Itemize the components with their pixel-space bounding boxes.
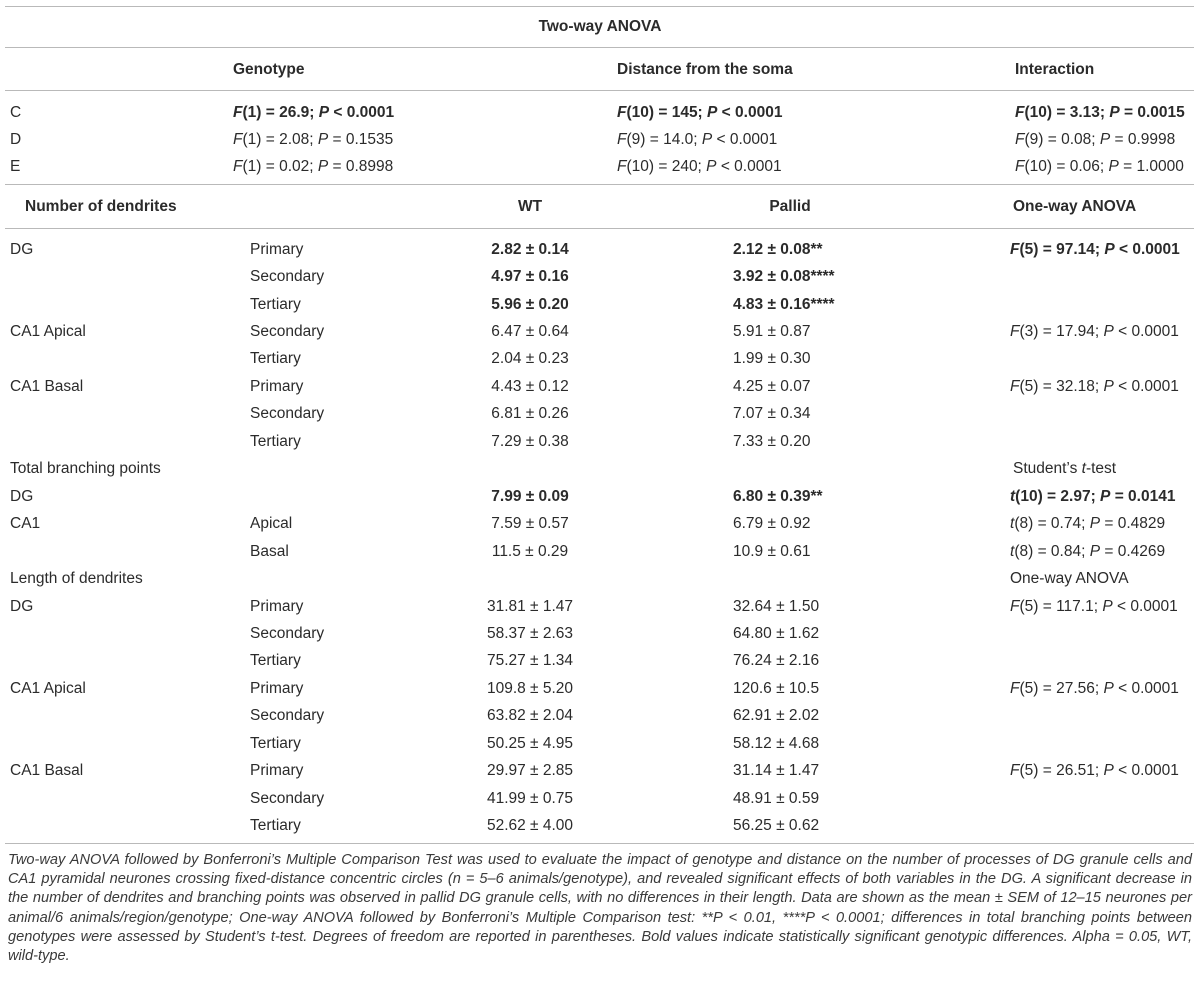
stat-part: (10) = 240; bbox=[626, 158, 707, 175]
stat-part: = 0.4829 bbox=[1100, 515, 1166, 532]
stat-part: F bbox=[1015, 104, 1025, 121]
header-distance: Distance from the soma bbox=[617, 61, 793, 78]
stat-part: (1) = 26.9; bbox=[242, 104, 319, 121]
stat-part: P bbox=[1103, 680, 1114, 697]
wt-value: 63.82 ± 2.04 bbox=[486, 707, 574, 724]
distance-stat bbox=[617, 103, 782, 123]
stat-part: = 0.9998 bbox=[1110, 131, 1176, 148]
stat-part: < 0.0001 bbox=[1114, 241, 1180, 258]
twoway-row-label: C bbox=[10, 104, 22, 121]
stat-part: = 0.4269 bbox=[1100, 543, 1166, 560]
row-subtype: Primary bbox=[250, 378, 304, 395]
row-subtype: Basal bbox=[250, 543, 289, 560]
stat-part: F bbox=[1015, 158, 1025, 175]
row-subtype: Tertiary bbox=[250, 652, 301, 669]
stat-part: = 0.1535 bbox=[328, 131, 394, 148]
title-rule bbox=[5, 47, 1194, 48]
wt-value: 4.97 ± 0.16 bbox=[491, 268, 569, 285]
pallid-value: 31.14 ± 1.47 bbox=[733, 762, 820, 779]
stat-part: F bbox=[617, 158, 627, 175]
pallid-value: 76.24 ± 2.16 bbox=[733, 652, 820, 669]
row-subtype: Apical bbox=[250, 515, 293, 532]
stat-part: F bbox=[1010, 598, 1020, 615]
pallid-value: 48.91 ± 0.59 bbox=[733, 790, 820, 807]
pallid-value: 10.9 ± 0.61 bbox=[733, 543, 811, 560]
stat-part: (5) = 117.1; bbox=[1019, 598, 1103, 615]
section-rule bbox=[5, 184, 1194, 185]
stat-part: P bbox=[1103, 762, 1114, 779]
row-region: DG bbox=[10, 598, 34, 615]
stat-part: t bbox=[1010, 488, 1016, 505]
stat-value bbox=[1010, 487, 1175, 507]
stat-part: (8) = 0.74; bbox=[1014, 515, 1090, 532]
row-subtype: Secondary bbox=[250, 790, 325, 807]
stat-value bbox=[1010, 597, 1178, 617]
row-region: CA1 bbox=[10, 515, 41, 532]
wt-value: 4.43 ± 0.12 bbox=[491, 378, 569, 395]
wt-value: 58.37 ± 2.63 bbox=[486, 625, 574, 642]
stat-part: P bbox=[706, 158, 717, 175]
header-oneway-anova: One-way ANOVA bbox=[1013, 198, 1137, 215]
row-subtype: Primary bbox=[250, 762, 304, 779]
row-subtype: Secondary bbox=[250, 323, 325, 340]
stat-part: < 0.0001 bbox=[717, 104, 783, 121]
header-genotype: Genotype bbox=[233, 61, 305, 78]
wt-value: 7.59 ± 0.57 bbox=[491, 515, 569, 532]
stat-part: P bbox=[1103, 323, 1114, 340]
stat-value bbox=[1010, 542, 1165, 562]
interaction-stat bbox=[1015, 157, 1184, 177]
genotype-stat bbox=[233, 130, 393, 150]
stat-part: (10) = 3.13; bbox=[1024, 104, 1110, 121]
row-region: CA1 Basal bbox=[10, 762, 84, 779]
stat-part: (1) = 2.08; bbox=[242, 131, 318, 148]
stat-part: F bbox=[1010, 323, 1020, 340]
stat-part: F bbox=[1015, 131, 1025, 148]
wt-value: 6.81 ± 0.26 bbox=[491, 405, 569, 422]
twoway-row-label: E bbox=[10, 158, 21, 175]
stat-part: (3) = 17.94; bbox=[1019, 323, 1104, 340]
stat-part: (5) = 27.56; bbox=[1019, 680, 1104, 697]
wt-value: 2.82 ± 0.14 bbox=[491, 241, 569, 258]
stat-part: P bbox=[1109, 104, 1120, 121]
stat-part: P bbox=[701, 131, 713, 148]
row-subtype: Tertiary bbox=[250, 433, 301, 450]
row-region: DG bbox=[10, 488, 34, 505]
wt-value: 7.29 ± 0.38 bbox=[491, 433, 569, 450]
row-subtype: Tertiary bbox=[250, 350, 301, 367]
row-subtype: Secondary bbox=[250, 405, 325, 422]
stat-part: (10) = 2.97; bbox=[1015, 488, 1101, 505]
stat-value bbox=[1010, 679, 1179, 699]
pallid-value: 120.6 ± 10.5 bbox=[733, 680, 820, 697]
header-number-of-dendrites: Number of dendrites bbox=[25, 198, 177, 215]
stat-value bbox=[1010, 322, 1179, 342]
stat-part: P bbox=[1108, 158, 1119, 175]
stat-part: (5) = 26.51; bbox=[1019, 762, 1104, 779]
pallid-value: 56.25 ± 0.62 bbox=[733, 817, 820, 834]
dendrites-header-rule bbox=[5, 228, 1194, 229]
stat-part: P bbox=[1089, 515, 1101, 532]
length-test-label: One-way ANOVA bbox=[1010, 570, 1129, 587]
wt-value: 75.27 ± 1.34 bbox=[486, 652, 574, 669]
interaction-stat bbox=[1015, 130, 1175, 150]
table-title: Two-way ANOVA bbox=[538, 18, 662, 35]
stat-part: = 0.0015 bbox=[1119, 104, 1185, 121]
stat-value bbox=[1010, 377, 1179, 397]
wt-value: 11.5 ± 0.29 bbox=[491, 543, 569, 560]
top-rule bbox=[5, 6, 1194, 7]
header-rule bbox=[5, 90, 1194, 91]
interaction-stat bbox=[1015, 103, 1185, 123]
stat-part: P bbox=[317, 158, 329, 175]
students-t-test-label: Student’s t-test bbox=[1013, 460, 1117, 477]
stat-part: (9) = 0.08; bbox=[1024, 131, 1100, 148]
row-region: CA1 Basal bbox=[10, 378, 84, 395]
wt-value: 5.96 ± 0.20 bbox=[491, 296, 569, 313]
stat-part: F bbox=[1010, 241, 1020, 258]
header-interaction: Interaction bbox=[1015, 61, 1095, 78]
pallid-value: 7.33 ± 0.20 bbox=[733, 433, 811, 450]
stat-part: (5) = 32.18; bbox=[1019, 378, 1104, 395]
stat-part: (5) = 97.14; bbox=[1019, 241, 1105, 258]
wt-value: 6.47 ± 0.64 bbox=[491, 323, 569, 340]
row-subtype: Tertiary bbox=[250, 735, 301, 752]
stat-part: = 0.0141 bbox=[1110, 488, 1176, 505]
wt-value: 52.62 ± 4.00 bbox=[486, 817, 574, 834]
length-section-label: Length of dendrites bbox=[10, 570, 143, 587]
row-subtype: Primary bbox=[250, 241, 304, 258]
stat-part: P bbox=[1103, 378, 1114, 395]
pallid-value: 6.79 ± 0.92 bbox=[733, 515, 811, 532]
stat-part: (9) = 14.0; bbox=[626, 131, 702, 148]
row-region: DG bbox=[10, 241, 34, 258]
row-subtype: Tertiary bbox=[250, 296, 301, 313]
stat-part: (10) = 0.06; bbox=[1024, 158, 1109, 175]
stat-part: P bbox=[1099, 131, 1111, 148]
pallid-value: 4.25 ± 0.07 bbox=[733, 378, 811, 395]
row-subtype: Primary bbox=[250, 680, 304, 697]
stat-part: P bbox=[707, 104, 718, 121]
table-footnote: Two-way ANOVA followed by Bonferroni’s Multiple Comparison Test was used to evaluate the impact of genotype and distance on the number of processes of DG granule cells and CA1 pyramidal neurones crossing fixed-distance concentric circles (n = 5–6 animals/genotype), and revealed significant effects of both variables in the DG. A significant decrease in the number of dendrites and branching points was observed in pallid DG granule cells, with no differences in their length. Data are shown as the mean ± SEM of 12–15 neurones per animal/6 animals/region/genotype; One-way ANOVA followed by Bonferroni’s Multiple Comparison test: **P < 0.01, ****P < 0.0001; differences in total branching points between genotypes were assessed by Student’s t-test. Degrees of freedom are reported in parentheses. Bold values indicate statistically significant genotypic differences. Alpha = 0.05, WT, wild-type. bbox=[8, 852, 1192, 965]
row-region: CA1 Apical bbox=[10, 323, 86, 340]
stat-part: F bbox=[1010, 762, 1020, 779]
row-subtype: Secondary bbox=[250, 625, 325, 642]
distance-stat bbox=[617, 157, 782, 177]
row-subtype: Secondary bbox=[250, 268, 325, 285]
stat-part: < 0.0001 bbox=[1113, 378, 1179, 395]
stat-part: P bbox=[317, 131, 329, 148]
stat-part: F bbox=[1010, 378, 1020, 395]
stat-part: F bbox=[233, 131, 243, 148]
wt-value: 109.8 ± 5.20 bbox=[486, 680, 574, 697]
row-subtype: Primary bbox=[250, 598, 304, 615]
bottom-rule bbox=[5, 843, 1194, 844]
stat-part: P bbox=[1100, 488, 1111, 505]
stat-part: = 1.0000 bbox=[1118, 158, 1184, 175]
row-region: CA1 Apical bbox=[10, 680, 86, 697]
distance-stat bbox=[617, 130, 777, 150]
stat-part: (1) = 0.02; bbox=[242, 158, 318, 175]
stat-part: < 0.0001 bbox=[716, 158, 782, 175]
pallid-value: 6.80 ± 0.39** bbox=[733, 488, 823, 505]
stat-part: < 0.0001 bbox=[329, 104, 395, 121]
wt-value: 31.81 ± 1.47 bbox=[486, 598, 574, 615]
stat-part: t bbox=[1010, 543, 1015, 560]
pallid-value: 58.12 ± 4.68 bbox=[733, 735, 820, 752]
stat-part: < 0.0001 bbox=[1113, 762, 1179, 779]
pallid-value: 64.80 ± 1.62 bbox=[733, 625, 820, 642]
stat-part: F bbox=[233, 104, 243, 121]
stat-part: F bbox=[233, 158, 243, 175]
twoway-row-label: D bbox=[10, 131, 22, 148]
stat-part: < 0.0001 bbox=[1112, 598, 1178, 615]
pallid-value: 7.07 ± 0.34 bbox=[733, 405, 811, 422]
genotype-stat bbox=[233, 157, 393, 177]
pallid-value: 62.91 ± 2.02 bbox=[733, 707, 820, 724]
branching-section-label: Total branching points bbox=[10, 460, 161, 477]
wt-value: 29.97 ± 2.85 bbox=[486, 762, 574, 779]
pallid-value: 32.64 ± 1.50 bbox=[733, 598, 820, 615]
genotype-stat bbox=[233, 103, 394, 123]
pallid-value: 1.99 ± 0.30 bbox=[733, 350, 811, 367]
stat-part: t bbox=[1010, 515, 1015, 532]
stat-part: P bbox=[1102, 598, 1113, 615]
stat-value bbox=[1010, 240, 1180, 260]
pallid-value: 5.91 ± 0.87 bbox=[733, 323, 811, 340]
wt-value: 50.25 ± 4.95 bbox=[486, 735, 574, 752]
row-subtype: Tertiary bbox=[250, 817, 301, 834]
stat-part: F bbox=[617, 104, 627, 121]
wt-value: 7.99 ± 0.09 bbox=[491, 488, 569, 505]
pallid-value: 3.92 ± 0.08**** bbox=[733, 268, 835, 285]
stat-part: < 0.0001 bbox=[1113, 680, 1179, 697]
wt-value: 2.04 ± 0.23 bbox=[491, 350, 569, 367]
stat-part: F bbox=[1010, 680, 1020, 697]
stat-part: (10) = 145; bbox=[626, 104, 708, 121]
stat-part: P bbox=[1104, 241, 1115, 258]
header-wt: WT bbox=[517, 198, 543, 215]
stat-value bbox=[1010, 761, 1179, 781]
pallid-value: 2.12 ± 0.08** bbox=[733, 241, 823, 258]
stat-part: (8) = 0.84; bbox=[1014, 543, 1090, 560]
stat-part: < 0.0001 bbox=[1113, 323, 1179, 340]
pallid-value: 4.83 ± 0.16**** bbox=[733, 296, 835, 313]
stat-part: F bbox=[617, 131, 627, 148]
stat-part: = 0.8998 bbox=[328, 158, 394, 175]
wt-value: 41.99 ± 0.75 bbox=[486, 790, 574, 807]
stat-part: P bbox=[1089, 543, 1101, 560]
stat-part: P bbox=[318, 104, 330, 121]
stat-value bbox=[1010, 514, 1165, 534]
header-pallid: Pallid bbox=[769, 198, 811, 215]
stat-part: < 0.0001 bbox=[712, 131, 778, 148]
row-subtype: Secondary bbox=[250, 707, 325, 724]
